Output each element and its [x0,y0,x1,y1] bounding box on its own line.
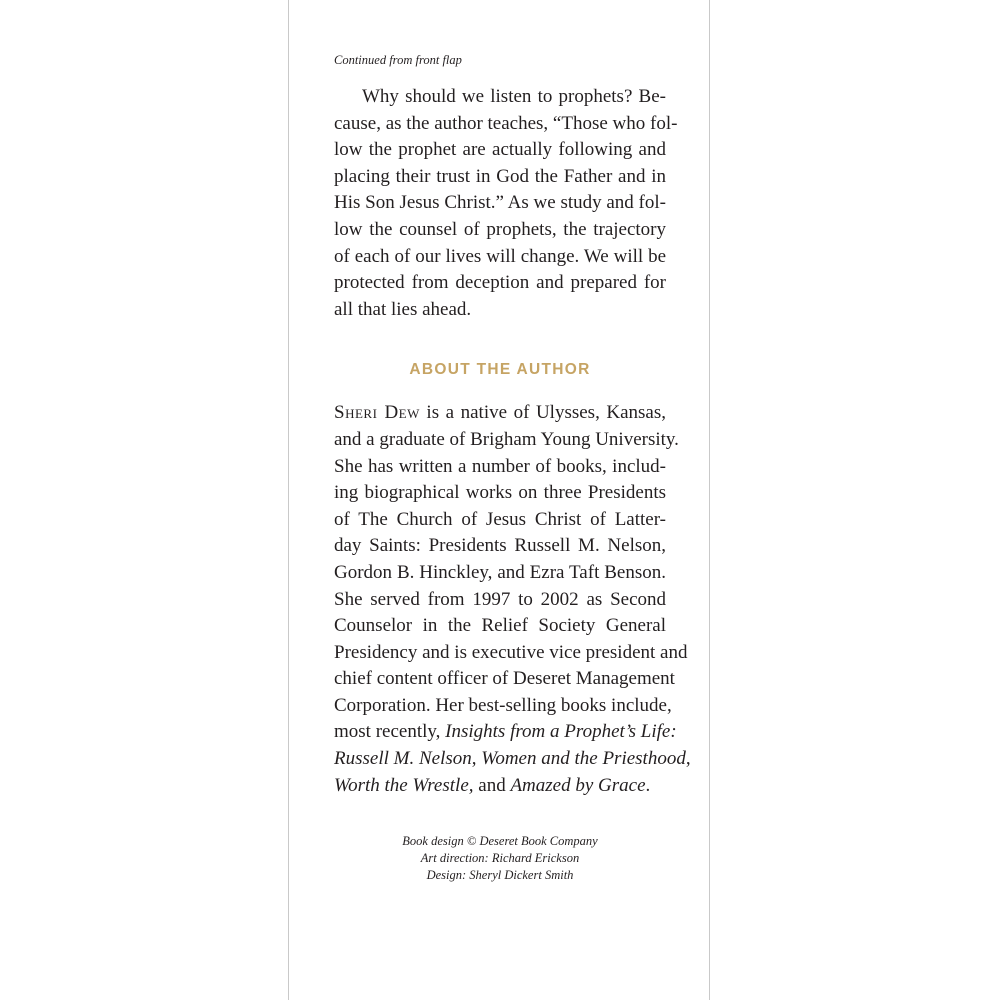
bio-line: day Saints: Presidents Russell M. Nelson, [334,535,666,557]
bio-text: most recently, [334,721,446,743]
book-back-flap [288,0,710,1000]
bio-line: Counselor in the Relief Society General [334,615,666,637]
author-name: Sheri Dew [334,402,420,424]
intro-line: low the prophet are actually following and [334,139,666,161]
book-title: Russell M. Nelson [334,748,472,770]
bio-line [334,400,666,427]
bio-line: of The Church of Jesus Christ of Latter- [334,508,666,530]
bio-line: She has written a number of books, includ- [334,455,666,477]
book-title: Amazed by Grace [510,774,646,796]
book-title: Women and the Priesthood [481,748,686,770]
bio-text: , [685,748,691,770]
bio-line: chief content officer of Deseret Management [334,668,675,690]
bio-text: and [473,774,511,796]
bio-text: . [645,774,651,796]
bio-line: ing biographical works on three Presidents [334,482,666,504]
bio-line: Corporation. Her best-selling books include, [334,694,672,716]
credit-line: Book design © Deseret Book Company [402,834,598,849]
bio-line: and a graduate of Brigham Young University. [334,428,679,450]
intro-paragraph [334,84,678,323]
bio-text: , [471,748,482,770]
intro-line: His Son Jesus Christ.” As we study and fol- [334,192,666,214]
about-author-heading: ABOUT THE AUTHOR [409,361,591,379]
intro-line: Why should we listen to prophets? Be- [362,86,666,107]
bio-line: Presidency and is executive vice president and [334,641,688,663]
design-credits [334,833,666,884]
author-bio-paragraph [334,400,691,799]
credit-line: Art direction: Richard Erickson [420,851,580,866]
intro-line: placing their trust in God the Father and in [334,165,666,187]
book-title: Insights from a Prophet’s Life: [445,721,677,743]
bio-line [334,773,666,800]
credit-line: Design: Sheryl Dickert Smith [426,868,574,883]
bio-text: is a native of Ulysses, Kansas, [419,402,666,424]
intro-line: protected from deception and prepared for [334,272,666,294]
bio-line [334,746,691,773]
bio-line [334,719,677,746]
continued-label: Continued from front flap [334,53,462,67]
bio-line: Gordon B. Hinckley, and Ezra Taft Benson. [334,561,666,583]
intro-line: all that lies ahead. [334,298,472,320]
book-title: Worth the Wrestle, [334,774,474,796]
intro-line: of each of our lives will change. We will be [334,245,666,267]
flap-content [334,52,691,884]
intro-line: low the counsel of prophets, the trajectory [334,218,666,240]
intro-line: cause, as the author teaches, “Those who fol- [334,112,678,134]
bio-line: She served from 1997 to 2002 as Second [334,588,666,610]
